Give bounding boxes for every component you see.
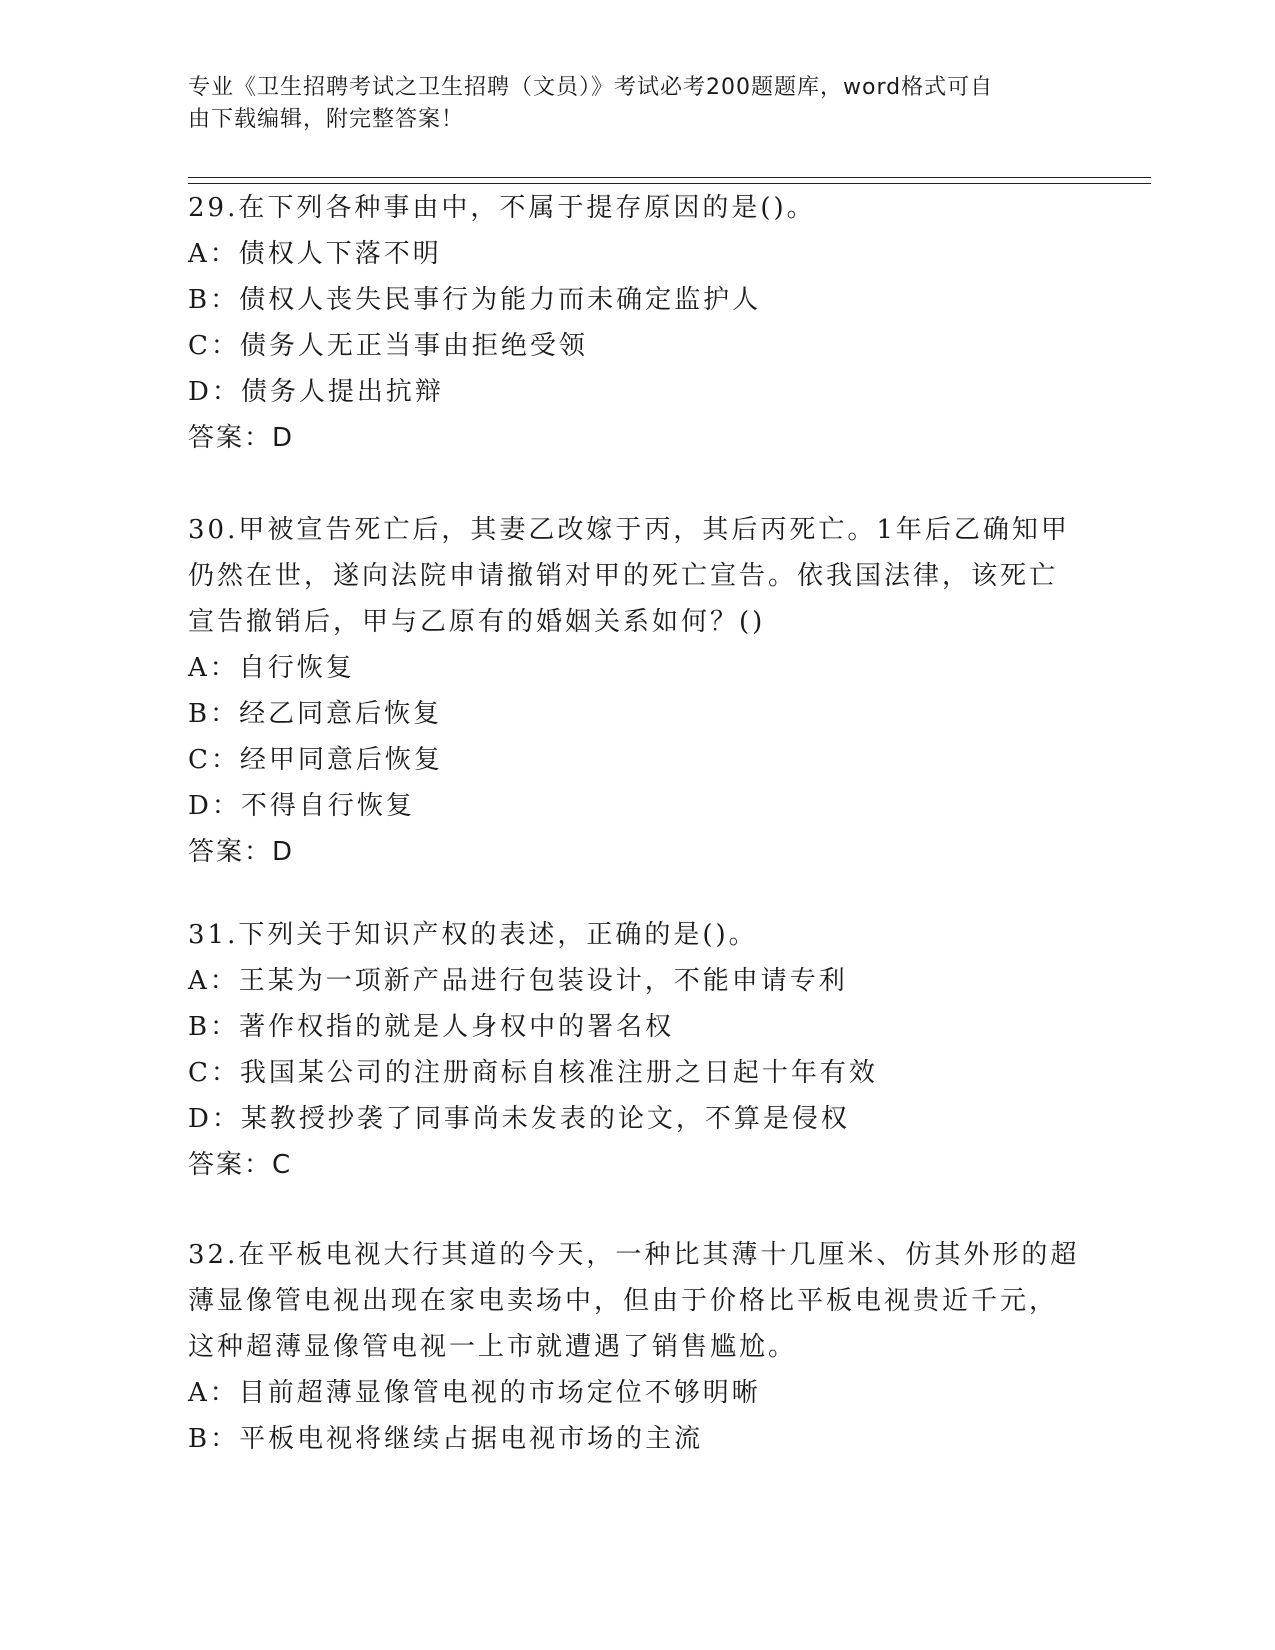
question-stem-line-3: 这种超薄显像管电视一上市就遭遇了销售尴尬。 [188, 1332, 798, 1362]
option-b: B：经乙同意后恢复 [188, 699, 443, 729]
header-divider-bottom [188, 183, 1151, 184]
header-line-1: 专业《卫生招聘考试之卫生招聘（文员）》考试必考200题题库，word格式可自 [188, 75, 994, 100]
option-a: A：债权人下落不明 [188, 239, 442, 269]
question-stem-line-1: 30.甲被宣告死亡后，其妻乙改嫁于丙，其后丙死亡。1年后乙确知甲 [188, 515, 1070, 545]
header-divider-top [188, 177, 1151, 178]
question-32 [188, 1232, 1078, 1462]
option-a: A：自行恢复 [188, 653, 355, 683]
question-stem: 29.在下列各种事由中，不属于提存原因的是()。 [188, 193, 816, 223]
option-a: A：王某为一项新产品进行包装设计，不能申请专利 [188, 966, 848, 996]
option-d: D：某教授抄袭了同事尚未发表的论文，不算是侵权 [188, 1104, 850, 1134]
answer-label: 答案：D [188, 423, 295, 453]
option-d: D：不得自行恢复 [188, 791, 415, 821]
question-29 [188, 185, 1078, 461]
option-a: A：目前超薄显像管电视的市场定位不够明晰 [188, 1378, 761, 1408]
answer-label: 答案：D [188, 837, 295, 867]
option-c: C：我国某公司的注册商标自核准注册之日起十年有效 [188, 1058, 878, 1088]
question-stem-line-2: 薄显像管电视出现在家电卖场中，但由于价格比平板电视贵近千元， [188, 1286, 1059, 1316]
option-b: B：著作权指的就是人身权中的署名权 [188, 1012, 675, 1042]
question-stem-line-2: 仍然在世，遂向法院申请撤销对甲的死亡宣告。依我国法律，该死亡 [188, 561, 1059, 591]
question-stem: 31.下列关于知识产权的表述，正确的是()。 [188, 920, 758, 950]
document-header [188, 72, 1068, 136]
question-30 [188, 507, 1078, 875]
answer-label: 答案：C [188, 1150, 293, 1180]
option-d: D：债务人提出抗辩 [188, 377, 444, 407]
option-c: C：债务人无正当事由拒绝受领 [188, 331, 588, 361]
question-stem-line-1: 32.在平板电视大行其道的今天，一种比其薄十几厘米、仿其外形的超 [188, 1240, 1080, 1270]
header-line-2: 由下载编辑，附完整答案！ [188, 107, 465, 132]
option-c: C：经甲同意后恢复 [188, 745, 443, 775]
question-31 [188, 912, 1078, 1188]
question-stem-line-3: 宣告撤销后，甲与乙原有的婚姻关系如何？() [188, 607, 766, 637]
option-b: B：平板电视将继续占据电视市场的主流 [188, 1424, 704, 1454]
option-b: B：债权人丧失民事行为能力而未确定监护人 [188, 285, 762, 315]
